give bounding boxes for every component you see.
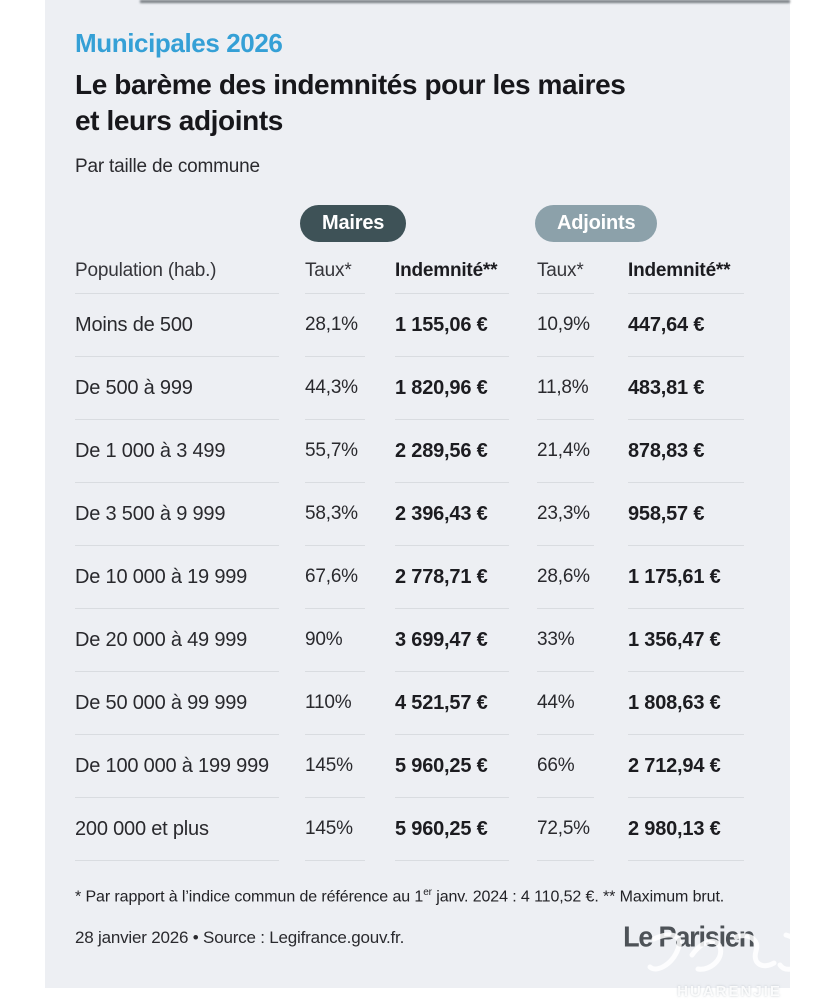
adjoints-badge-cell [537, 205, 758, 242]
cell-indemnite-maires: 4 521,57 € [395, 672, 509, 735]
cell-taux-adjoints: 66% [537, 735, 594, 798]
cell-taux-adjoints: 72,5% [537, 798, 594, 861]
cell-taux-adjoints: 44% [537, 672, 594, 735]
screenshot-crop-artifact [140, 0, 790, 3]
table-row [75, 483, 758, 546]
cell-population: De 500 à 999 [75, 357, 279, 420]
cell-population: De 3 500 à 9 999 [75, 483, 279, 546]
cell-population: De 100 000 à 199 999 [75, 735, 279, 798]
subtitle: Par taille de commune [75, 156, 260, 178]
header-taux-adjoints: Taux* [537, 242, 594, 294]
cell-population: 200 000 et plus [75, 798, 279, 861]
cell-taux-maires: 44,3% [305, 357, 365, 420]
cell-taux-maires: 67,6% [305, 546, 365, 609]
cell-taux-adjoints: 10,9% [537, 294, 594, 357]
watermark-text: HUARENJIE [677, 983, 782, 1000]
cell-taux-adjoints: 23,3% [537, 483, 594, 546]
cell-taux-maires: 110% [305, 672, 365, 735]
header-taux-maires: Taux* [305, 242, 365, 294]
cell-taux-adjoints: 21,4% [537, 420, 594, 483]
cell-population: De 1 000 à 3 499 [75, 420, 279, 483]
cell-taux-adjoints: 28,6% [537, 546, 594, 609]
cell-taux-maires: 145% [305, 735, 365, 798]
cell-indemnite-adjoints: 878,83 € [628, 420, 744, 483]
le-parisien-logo: Le Parisien [623, 921, 754, 954]
date-and-source: 28 janvier 2026 • Source : Legifrance.gouv.fr. [75, 927, 405, 947]
group-badges-row [75, 204, 758, 242]
footer [75, 922, 758, 953]
cell-indemnite-adjoints: 1 175,61 € [628, 546, 744, 609]
cell-indemnite-adjoints: 2 980,13 € [628, 798, 744, 861]
page-title-line1: Le barème des indemnités pour les maires [75, 69, 626, 100]
table-row [75, 546, 758, 609]
cell-taux-adjoints: 11,8% [537, 357, 594, 420]
cell-indemnite-adjoints: 447,64 € [628, 294, 744, 357]
header-indemnite-maires: Indemnité** [395, 242, 509, 294]
table-row [75, 420, 758, 483]
cell-indemnite-maires: 2 396,43 € [395, 483, 509, 546]
cell-population: De 10 000 à 19 999 [75, 546, 279, 609]
cell-taux-maires: 55,7% [305, 420, 365, 483]
table-row [75, 357, 758, 420]
page-title [75, 67, 758, 138]
cell-indemnite-adjoints: 2 712,94 € [628, 735, 744, 798]
cell-taux-maires: 145% [305, 798, 365, 861]
footnote-superscript: er [423, 887, 432, 899]
header-indemnite-adjoints: Indemnité** [628, 242, 744, 294]
table-header-row [75, 242, 758, 294]
cell-indemnite-maires: 5 960,25 € [395, 735, 509, 798]
cell-indemnite-adjoints: 1 808,63 € [628, 672, 744, 735]
infographic-panel [45, 0, 790, 988]
cell-taux-maires: 28,1% [305, 294, 365, 357]
table-row [75, 294, 758, 357]
cell-indemnite-adjoints: 1 356,47 € [628, 609, 744, 672]
cell-taux-maires: 90% [305, 609, 365, 672]
page-title-line2: et leurs adjoints [75, 104, 283, 136]
cell-taux-adjoints: 33% [537, 609, 594, 672]
cell-indemnite-maires: 1 820,96 € [395, 357, 509, 420]
cell-indemnite-maires: 5 960,25 € [395, 798, 509, 861]
cell-population: De 20 000 à 49 999 [75, 609, 279, 672]
table-row [75, 609, 758, 672]
cell-indemnite-adjoints: 483,81 € [628, 357, 744, 420]
maires-badge-cell [305, 205, 537, 242]
table-row [75, 735, 758, 798]
kicker: Municipales 2026 [75, 28, 283, 58]
cell-indemnite-maires: 2 778,71 € [395, 546, 509, 609]
infographic-content [45, 0, 790, 953]
cell-indemnite-maires: 3 699,47 € [395, 609, 509, 672]
table-row [75, 798, 758, 861]
maires-badge: Maires [300, 205, 406, 242]
table-row [75, 672, 758, 735]
cell-population: Moins de 500 [75, 294, 279, 357]
cell-indemnite-maires: 2 289,56 € [395, 420, 509, 483]
cell-indemnite-maires: 1 155,06 € [395, 294, 509, 357]
adjoints-badge: Adjoints [535, 205, 657, 242]
footnote-part1: * Par rapport à l’indice commun de référence au 1 [75, 888, 424, 906]
header-population: Population (hab.) [75, 242, 279, 294]
cell-taux-maires: 58,3% [305, 483, 365, 546]
footnote-part2: janv. 2024 : 4 110,52 €. ** Maximum brut. [431, 888, 725, 906]
footnote [75, 887, 758, 906]
cell-indemnite-adjoints: 958,57 € [628, 483, 744, 546]
cell-population: De 50 000 à 99 999 [75, 672, 279, 735]
